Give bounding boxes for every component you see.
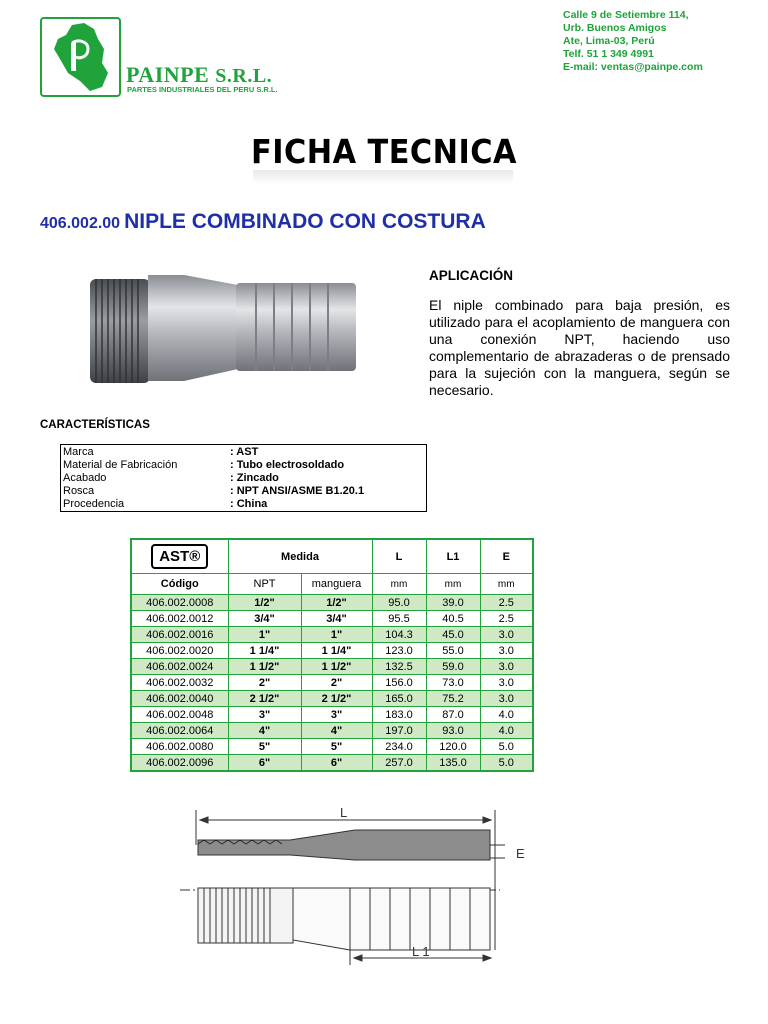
cell-l: 197.0 bbox=[372, 723, 426, 739]
cell-l: 132.5 bbox=[372, 659, 426, 675]
table-row bbox=[131, 739, 533, 755]
contact-email: E-mail: ventas@painpe.com bbox=[563, 61, 703, 73]
cell-hose: 2 1/2" bbox=[301, 691, 372, 707]
product-photo bbox=[88, 265, 360, 395]
contact-line: Ate, Lima-03, Perú bbox=[563, 35, 655, 47]
cell-l: 257.0 bbox=[372, 755, 426, 772]
cell-e: 4.0 bbox=[480, 723, 533, 739]
cell-hose: 4" bbox=[301, 723, 372, 739]
table-row bbox=[131, 643, 533, 659]
cell-l: 95.0 bbox=[372, 595, 426, 611]
cell-hose: 1 1/2" bbox=[301, 659, 372, 675]
cell-l1: 87.0 bbox=[426, 707, 480, 723]
cell-e: 5.0 bbox=[480, 739, 533, 755]
cell-l: 234.0 bbox=[372, 739, 426, 755]
dimension-l1-label: L 1 bbox=[412, 944, 430, 959]
cell-code: 406.002.0032 bbox=[131, 675, 228, 691]
table-row bbox=[131, 691, 533, 707]
characteristics-box bbox=[60, 444, 427, 512]
table-row bbox=[131, 675, 533, 691]
product-name: NIPLE COMBINADO CON COSTURA bbox=[124, 210, 486, 233]
spec-row bbox=[63, 446, 424, 459]
ast-brand-badge: AST® bbox=[151, 544, 208, 569]
cell-npt: 1 1/4" bbox=[228, 643, 301, 659]
cell-e: 3.0 bbox=[480, 691, 533, 707]
cell-npt: 2" bbox=[228, 675, 301, 691]
unit-l: mm bbox=[372, 574, 426, 595]
cell-l1: 93.0 bbox=[426, 723, 480, 739]
cell-hose: 5" bbox=[301, 739, 372, 755]
company-name: PAINPE S.R.L. bbox=[126, 62, 273, 87]
cell-l: 183.0 bbox=[372, 707, 426, 723]
cell-e: 5.0 bbox=[480, 755, 533, 772]
header-l1: L1 bbox=[426, 539, 480, 574]
product-code: 406.002.00 bbox=[40, 215, 121, 232]
company-tagline: PARTES INDUSTRIALES DEL PERU S.R.L. bbox=[127, 85, 278, 94]
cell-hose: 1" bbox=[301, 627, 372, 643]
cell-l1: 55.0 bbox=[426, 643, 480, 659]
cell-e: 2.5 bbox=[480, 595, 533, 611]
cell-code: 406.002.0012 bbox=[131, 611, 228, 627]
cell-code: 406.002.0008 bbox=[131, 595, 228, 611]
cell-code: 406.002.0024 bbox=[131, 659, 228, 675]
cell-npt: 1/2" bbox=[228, 595, 301, 611]
title-reflection bbox=[253, 170, 513, 184]
spec-value: : NPT ANSI/ASME B1.20.1 bbox=[230, 485, 365, 497]
cell-e: 3.0 bbox=[480, 675, 533, 691]
table-row bbox=[131, 723, 533, 739]
unit-l1: mm bbox=[426, 574, 480, 595]
spec-row bbox=[63, 472, 424, 485]
header-manguera: manguera bbox=[301, 574, 372, 595]
cell-code: 406.002.0064 bbox=[131, 723, 228, 739]
table-subheader-row bbox=[131, 574, 533, 595]
table-row bbox=[131, 611, 533, 627]
spec-row bbox=[63, 498, 424, 511]
dimension-e-label: E bbox=[516, 846, 525, 861]
contact-block bbox=[563, 9, 703, 74]
table-row bbox=[131, 659, 533, 675]
header-e: E bbox=[480, 539, 533, 574]
cell-l1: 40.5 bbox=[426, 611, 480, 627]
cell-l1: 75.2 bbox=[426, 691, 480, 707]
cell-npt: 4" bbox=[228, 723, 301, 739]
cell-code: 406.002.0020 bbox=[131, 643, 228, 659]
cell-hose: 1 1/4" bbox=[301, 643, 372, 659]
spec-key: Acabado bbox=[63, 472, 107, 484]
characteristics-heading: CARACTERÍSTICAS bbox=[40, 419, 150, 431]
header-npt: NPT bbox=[228, 574, 301, 595]
cell-hose: 3" bbox=[301, 707, 372, 723]
cell-npt: 1 1/2" bbox=[228, 659, 301, 675]
cell-hose: 6" bbox=[301, 755, 372, 772]
cell-npt: 6" bbox=[228, 755, 301, 772]
application-heading: APLICACIÓN bbox=[429, 268, 513, 283]
cell-code: 406.002.0048 bbox=[131, 707, 228, 723]
peru-map-icon bbox=[42, 19, 119, 95]
table-row bbox=[131, 627, 533, 643]
cell-hose: 2" bbox=[301, 675, 372, 691]
contact-line: Telf. 51 1 349 4991 bbox=[563, 48, 654, 60]
product-heading bbox=[40, 210, 486, 234]
cell-npt: 2 1/2" bbox=[228, 691, 301, 707]
table-header-row bbox=[131, 539, 533, 574]
header-medida: Medida bbox=[228, 539, 372, 574]
cell-e: 3.0 bbox=[480, 643, 533, 659]
document-title: FICHA TECNICA bbox=[251, 132, 517, 171]
cell-e: 4.0 bbox=[480, 707, 533, 723]
cell-l: 104.3 bbox=[372, 627, 426, 643]
cell-code: 406.002.0096 bbox=[131, 755, 228, 772]
unit-e: mm bbox=[480, 574, 533, 595]
spec-key: Material de Fabricación bbox=[63, 459, 178, 471]
application-text: El niple combinado para baja presión, es utilizado para el acoplamiento de manguera con una conexión NPT, haciendo uso complementario de abrazaderas o de prensado para la sujeción con la manguera, según se necesario. bbox=[429, 297, 730, 398]
cell-l1: 73.0 bbox=[426, 675, 480, 691]
spec-value: : Zincado bbox=[230, 472, 279, 484]
cell-l1: 45.0 bbox=[426, 627, 480, 643]
spec-key: Procedencia bbox=[63, 498, 125, 510]
cell-hose: 1/2" bbox=[301, 595, 372, 611]
company-logo bbox=[40, 17, 121, 97]
cell-e: 3.0 bbox=[480, 627, 533, 643]
cell-npt: 5" bbox=[228, 739, 301, 755]
cell-l1: 39.0 bbox=[426, 595, 480, 611]
table-row bbox=[131, 595, 533, 611]
table-row bbox=[131, 755, 533, 772]
brand-cell bbox=[131, 539, 228, 574]
cell-npt: 3/4" bbox=[228, 611, 301, 627]
cell-npt: 1" bbox=[228, 627, 301, 643]
dimension-l-label: L bbox=[340, 805, 348, 820]
header-l: L bbox=[372, 539, 426, 574]
cell-l1: 120.0 bbox=[426, 739, 480, 755]
dimensions-table bbox=[130, 538, 534, 772]
contact-line: Urb. Buenos Amigos bbox=[563, 22, 667, 34]
spec-key: Marca bbox=[63, 446, 94, 458]
contact-line: Calle 9 de Setiembre 114, bbox=[563, 9, 689, 21]
technical-drawing bbox=[180, 800, 540, 975]
cell-l: 165.0 bbox=[372, 691, 426, 707]
cell-code: 406.002.0040 bbox=[131, 691, 228, 707]
cell-l1: 59.0 bbox=[426, 659, 480, 675]
cell-e: 3.0 bbox=[480, 659, 533, 675]
spec-value: : AST bbox=[230, 446, 259, 458]
cell-l: 95.5 bbox=[372, 611, 426, 627]
spec-key: Rosca bbox=[63, 485, 95, 497]
cell-code: 406.002.0080 bbox=[131, 739, 228, 755]
header-codigo: Código bbox=[131, 574, 228, 595]
cell-l: 156.0 bbox=[372, 675, 426, 691]
table-row bbox=[131, 707, 533, 723]
cell-l: 123.0 bbox=[372, 643, 426, 659]
cell-code: 406.002.0016 bbox=[131, 627, 228, 643]
cell-npt: 3" bbox=[228, 707, 301, 723]
cell-e: 2.5 bbox=[480, 611, 533, 627]
spec-row bbox=[63, 459, 424, 472]
spec-value: : Tubo electrosoldado bbox=[230, 459, 345, 471]
cell-hose: 3/4" bbox=[301, 611, 372, 627]
spec-value: : China bbox=[230, 498, 268, 510]
spec-row bbox=[63, 485, 424, 498]
cell-l1: 135.0 bbox=[426, 755, 480, 772]
